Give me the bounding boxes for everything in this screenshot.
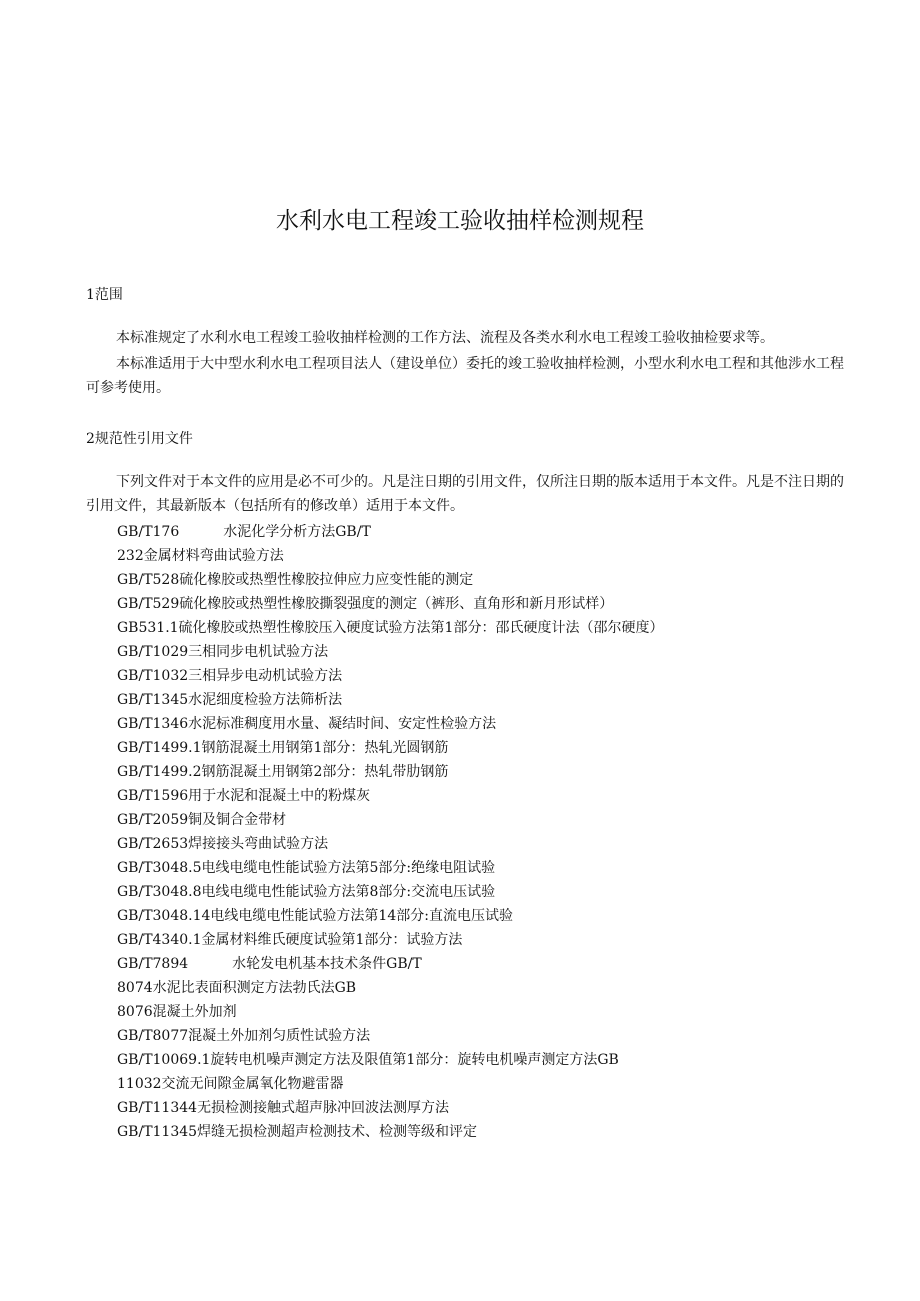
- reference-item: GB/T3048.8电线电缆电性能试验方法第8部分:交流电压试验: [117, 884, 496, 900]
- reference-code: GB/T176: [117, 524, 180, 540]
- reference-item: 8074水泥比表面积测定方法勃氏法GB: [117, 980, 357, 996]
- reference-item: GB/T1029三相同步电机试验方法: [117, 644, 329, 660]
- reference-item: GB/T1499.1钢筋混凝土用钢第1部分：热轧光圆钢筋: [117, 740, 449, 756]
- paragraph: 下列文件对于本文件的应用是必不可少的。凡是注日期的引用文件，仅所注日期的版本适用于本文件。凡是不注日期的引用文件，其最新版本（包括所有的修改单）适用于本文件。: [86, 474, 844, 514]
- reference-item: GB/T1032三相异步电动机试验方法: [117, 668, 343, 684]
- reference-item: GB/T1499.2钢筋混凝土用钢第2部分：热轧带肋钢筋: [117, 764, 449, 780]
- reference-item: GB/T1596用于水泥和混凝土中的粉煤灰: [117, 788, 371, 804]
- reference-title: 水轮发电机基本技术条件GB/T: [232, 956, 422, 972]
- document-title: 水利水电工程竣工验收抽样检测规程: [276, 208, 644, 234]
- paragraph: 本标准适用于大中型水利水电工程项目法人（建设单位）委托的竣工验收抽样检测，小型水利水电工程和其他涉水工程可参考使用。: [86, 356, 844, 396]
- reference-item: GB/T11345焊缝无损检测超声检测技术、检测等级和评定: [117, 1124, 478, 1140]
- section-heading-references: 2规范性引用文件: [86, 431, 193, 447]
- reference-item: GB/T11344无损检测接触式超声脉冲回波法测厚方法: [117, 1100, 450, 1116]
- reference-code: GB/T7894: [117, 956, 189, 972]
- reference-item: GB/T2059铜及铜合金带材: [117, 812, 287, 828]
- reference-item: GB/T1346水泥标准稠度用水量、凝结时间、安定性检验方法: [117, 716, 497, 732]
- reference-item: [117, 952, 663, 976]
- reference-item: 232金属材料弯曲试验方法: [117, 548, 284, 564]
- reference-item: GB/T529硫化橡胶或热塑性橡胶撕裂强度的测定（裤形、直角形和新月形试样）: [117, 596, 614, 612]
- reference-item: [117, 520, 663, 544]
- reference-item: GB/T4340.1金属材料维氏硬度试验第1部分：试验方法: [117, 932, 463, 948]
- reference-item: GB/T10069.1旋转电机噪声测定方法及限值第1部分：旋转电机噪声测定方法GB: [117, 1052, 619, 1068]
- reference-title: 水泥化学分析方法GB/T: [223, 524, 371, 540]
- reference-list: [117, 520, 663, 1144]
- reference-item: GB/T8077混凝土外加剂匀质性试验方法: [117, 1028, 371, 1044]
- reference-item: GB/T3048.5电线电缆电性能试验方法第5部分:绝缘电阻试验: [117, 860, 496, 876]
- reference-item: 11032交流无间隙金属氧化物避雷器: [117, 1076, 344, 1092]
- reference-item: GB/T528硫化橡胶或热塑性橡胶拉伸应力应变性能的测定: [117, 572, 474, 588]
- paragraph: 本标准规定了水利水电工程竣工验收抽样检测的工作方法、流程及各类水利水电工程竣工验收抽检要求等。: [116, 330, 774, 346]
- reference-item: GB/T3048.14电线电缆电性能试验方法第14部分:直流电压试验: [117, 908, 513, 924]
- reference-item: 8076混凝土外加剂: [117, 1004, 237, 1020]
- reference-item: GB531.1硫化橡胶或热塑性橡胶压入硬度试验方法第1部分：邵氏硬度计法（邵尔硬度）: [117, 620, 664, 636]
- reference-item: GB/T2653焊接接头弯曲试验方法: [117, 836, 329, 852]
- section-heading-scope: 1范围: [86, 287, 123, 303]
- reference-item: GB/T1345水泥细度检验方法筛析法: [117, 692, 343, 708]
